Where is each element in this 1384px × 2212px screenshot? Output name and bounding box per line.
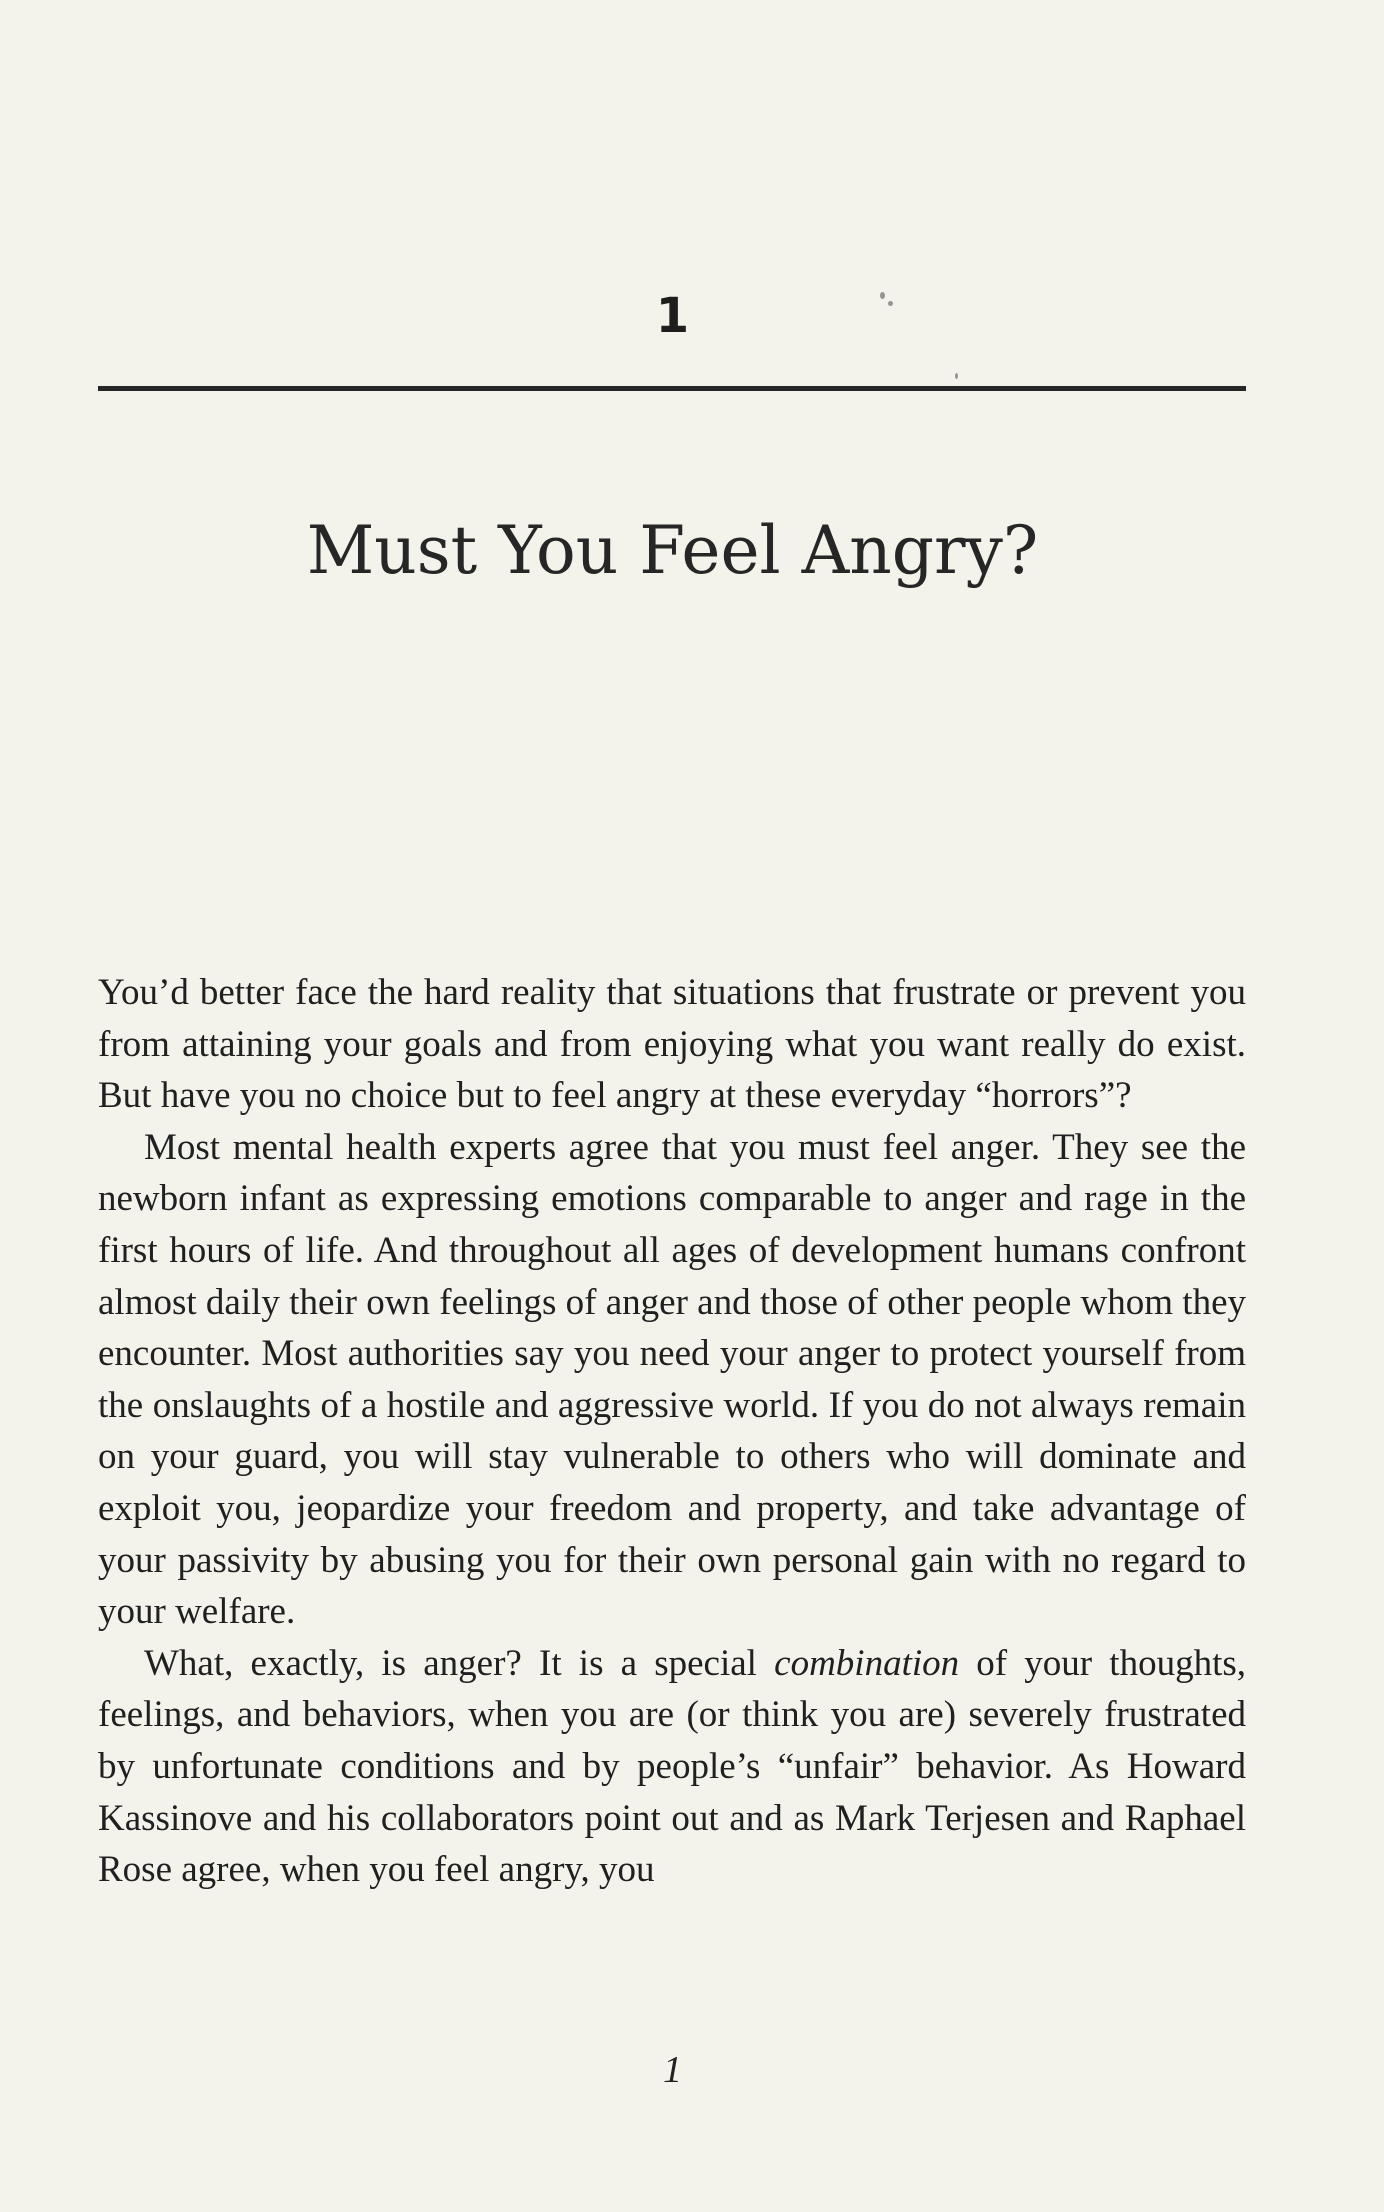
- scan-speck: [955, 373, 958, 379]
- paragraph-3-text-end: of your thoughts, feelings, and behaviors, when you are (or think you are) severely frustrated by unfortunate conditions and by people’s “unfair” behavior. As Howard Kassinove and his collaborators point out and as Mark Terjesen and Raphael Rose agree, when you feel angry, you: [98, 1642, 1246, 1891]
- paragraph-2: Most mental health experts agree that you must feel anger. They see the newborn infant as expressing emotions comparable to anger and rage in the first hours of life. And throughout all ages of development humans confront almost daily their own feelings of anger and those of other people whom they encounter. Most authorities say you need your anger to protect yourself from the onslaughts of a hostile and aggressive world. If you do not always remain on your guard, you will stay vulnerable to others who will dominate and exploit you, jeopardize your freedom and property, and take advantage of your passivity by abusing you for their own personal gain with no regard to your welfare.: [98, 1126, 1246, 1633]
- chapter-rule: [98, 386, 1246, 391]
- paragraph-3: [98, 1638, 1246, 1896]
- body-text: [98, 967, 1246, 1896]
- paragraph-1: You’d better face the hard reality that situations that frustrate or prevent you from attaining your goals and from enjoying what you want really do exist. But have you no choice but to feel angry at these everyday “horrors”?: [98, 972, 1246, 1117]
- emphasis-combination: combination: [774, 1642, 960, 1684]
- scan-speck: [888, 301, 893, 306]
- chapter-title: Must You Feel Angry?: [306, 512, 1039, 589]
- page-number: 1: [663, 2049, 682, 2091]
- paragraph-3-text-start: What, exactly, is anger? It is a special: [144, 1642, 775, 1684]
- scan-speck: [880, 292, 885, 299]
- chapter-number: 1: [655, 288, 690, 344]
